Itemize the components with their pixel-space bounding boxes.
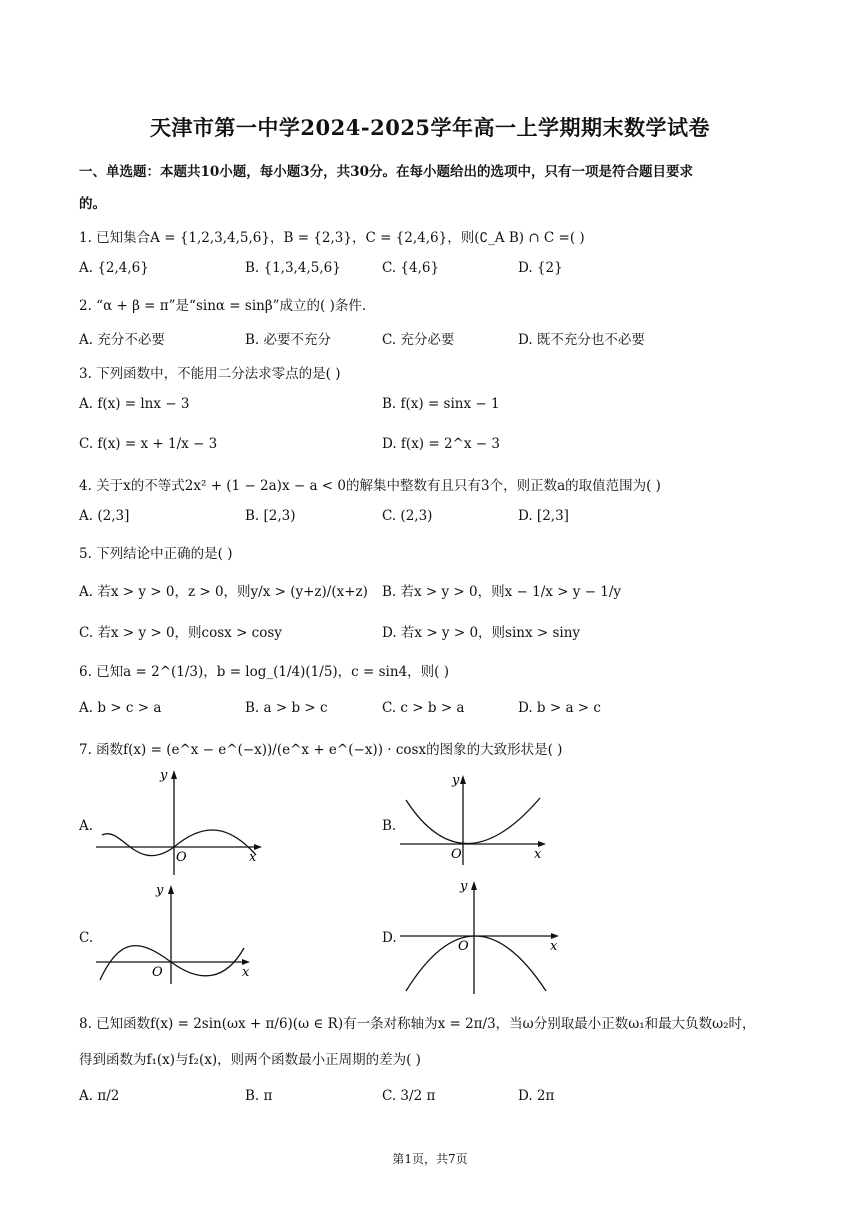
question-5-option-b: B. 若x > y > 0，则x − 1/x > y − 1/y	[382, 584, 622, 600]
question-3-option-d: D. f(x) = 2^x − 3	[382, 436, 500, 452]
question-2-option-b: B. 必要不充分	[245, 332, 332, 348]
question-3-option-c: C. f(x) = x + 1/x − 3	[79, 436, 218, 452]
question-5-option-c: C. 若x > y > 0，则cosx > cosy	[79, 625, 282, 641]
axis-y-label: y	[452, 773, 460, 788]
axis-y-label: y	[460, 879, 468, 894]
question-5-option-d: D. 若x > y > 0，则sinx > siny	[382, 625, 581, 641]
question-6-option-b: B. a > b > c	[245, 700, 328, 716]
question-1-option-a: A. {2,4,6}	[79, 260, 149, 276]
question-3-option-b: B. f(x) = sinx − 1	[382, 396, 500, 412]
question-8-option-d: D. 2π	[518, 1088, 555, 1104]
question-8-option-b: B. π	[245, 1088, 273, 1104]
origin-label: O	[176, 850, 187, 865]
question-7-option-a-label: A.	[79, 818, 94, 834]
question-5-option-a: A. 若x > y > 0，z > 0，则y/x > (y+z)/(x+z)	[79, 584, 368, 600]
question-8-stem-line1: 8. 已知函数f(x) = 2sin(ωx + π/6)(ω ∈ R)有一条对称轴为x = 2π/3，当ω分别取最小正数ω₁和最大负数ω₂时，	[79, 1016, 756, 1032]
question-6-option-a: A. b > c > a	[79, 700, 162, 716]
question-8-stem-line2: 得到函数为f₁(x)与f₂(x)，则两个函数最小正周期的差为( )	[79, 1052, 421, 1068]
page-title: 天津市第一中学2024-2025学年高一上学期期末数学试卷	[149, 115, 711, 140]
axis-x-label: x	[534, 847, 542, 862]
question-4-option-a: A. (2,3]	[79, 508, 130, 524]
question-2-option-a: A. 充分不必要	[79, 332, 165, 348]
axis-y-label: y	[160, 768, 168, 783]
question-8-option-c: C. 3/2 π	[382, 1088, 436, 1104]
origin-label: O	[458, 939, 469, 954]
axis-y-label: y	[156, 883, 164, 898]
graph-option-b	[400, 770, 560, 870]
question-6-stem: 6. 已知a = 2^(1/3)，b = log_(1/4)(1/5)，c = sin4，则( )	[79, 664, 449, 680]
question-3-option-a: A. f(x) = lnx − 3	[79, 396, 190, 412]
question-5-stem: 5. 下列结论中正确的是( )	[79, 546, 233, 562]
question-4-option-d: D. [2,3]	[518, 508, 569, 524]
origin-label: O	[152, 965, 163, 980]
question-4-option-b: B. [2,3)	[245, 508, 296, 524]
question-1-option-c: C. {4,6}	[382, 260, 440, 276]
question-1-option-d: D. {2}	[518, 260, 563, 276]
graph-option-d	[400, 876, 570, 996]
graph-option-a	[96, 765, 268, 875]
origin-label: O	[451, 847, 462, 862]
page-footer: 第1页，共7页	[392, 1152, 468, 1166]
question-3-stem: 3. 下列函数中，不能用二分法求零点的是( )	[79, 366, 341, 382]
question-6-option-c: C. c > b > a	[382, 700, 465, 716]
axis-x-label: x	[242, 965, 250, 980]
section-heading-line1: 一、单选题：本题共10小题，每小题3分，共30分。在每小题给出的选项中，只有一项是符合题目要求	[79, 164, 693, 180]
question-1-option-b: B. {1,3,4,5,6}	[245, 260, 341, 276]
question-7-stem: 7. 函数f(x) = (e^x − e^(−x))/(e^x + e^(−x)) · cosx的图象的大致形状是( )	[79, 742, 563, 758]
section-heading-line2: 的。	[79, 196, 106, 212]
question-4-stem: 4. 关于x的不等式2x² + (1 − 2a)x − a < 0的解集中整数有且只有3个，则正数a的取值范围为( )	[79, 478, 661, 494]
question-1-stem: 1. 已知集合A = {1,2,3,4,5,6}，B = {2,3}，C = {2,4,6}，则(∁_A B) ∩ C =( )	[79, 230, 585, 246]
question-6-option-d: D. b > a > c	[518, 700, 601, 716]
question-2-option-c: C. 充分必要	[382, 332, 455, 348]
question-7-option-c-label: C.	[79, 930, 94, 946]
axis-x-label: x	[249, 850, 257, 865]
question-2-option-d: D. 既不充分也不必要	[518, 332, 645, 348]
question-7-option-b-label: B.	[382, 818, 397, 834]
graph-option-c	[96, 880, 266, 985]
question-4-option-c: C. (2,3)	[382, 508, 433, 524]
question-2-stem: 2. “α + β = π”是“sinα = sinβ”成立的( )条件.	[79, 298, 367, 314]
question-8-option-a: A. π/2	[79, 1088, 120, 1104]
question-7-option-d-label: D.	[382, 930, 397, 946]
axis-x-label: x	[550, 939, 558, 954]
